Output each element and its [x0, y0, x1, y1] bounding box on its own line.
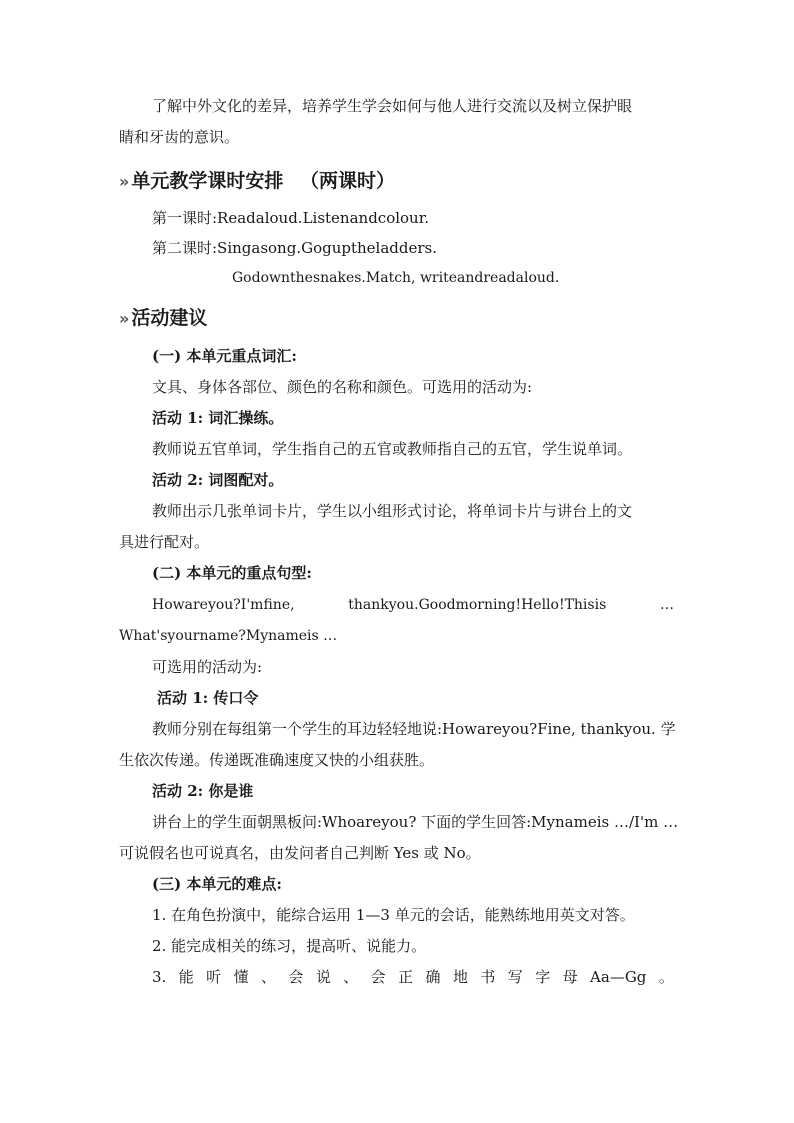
- activities-title: 活动建议: [131, 307, 208, 329]
- sentence-activity-1-text-1: 教师分别在每组第一个学生的耳边轻轻地说:Howareyou?Fine, thankyou. 学: [152, 720, 676, 738]
- difficulty-3-part: 懂: [233, 968, 249, 986]
- difficulty-3-part: 母: [562, 968, 578, 986]
- sentence-line-2: What'syourname?Mynameis …: [119, 628, 338, 644]
- chevron-icon: »: [119, 172, 126, 191]
- vocab-heading: (一) 本单元重点词汇:: [152, 347, 297, 365]
- sentence-options: 可选用的活动为:: [152, 658, 263, 676]
- vocab-activity-1-title: 活动 1: 词汇操练。: [152, 409, 284, 427]
- difficulty-3-part: 。: [658, 968, 674, 986]
- difficulty-3-part: 、: [260, 968, 276, 986]
- vocab-text: 文具、身体各部位、颜色的名称和颜色。可选用的活动为:: [152, 378, 533, 396]
- sentence-heading: (二) 本单元的重点句型:: [152, 564, 312, 582]
- difficulty-3-part: 会: [288, 968, 304, 986]
- schedule-suffix: （两课时）: [299, 170, 395, 192]
- sentence-activity-2-text-2: 可说假名也可说真名，由发问者自己判断 Yes 或 No。: [119, 844, 481, 862]
- difficulty-item-2: 2. 能完成相关的练习，提高听、说能力。: [152, 937, 427, 955]
- sentence-part: Howareyou?I'mfine,: [152, 597, 295, 613]
- vocab-activity-2-text-1: 教师出示几张单词卡片，学生以小组形式讨论，将单词卡片与讲台上的文: [152, 502, 633, 520]
- section-heading-schedule: [119, 166, 395, 193]
- difficulty-3-part: 、: [343, 968, 359, 986]
- sentence-activity-2-title: 活动 2: 你是谁: [152, 782, 254, 800]
- schedule-title: 单元教学课时安排: [131, 170, 284, 192]
- vocab-activity-1-text: 教师说五官单词，学生指自己的五官或教师指自己的五官，学生说单词。: [152, 440, 633, 458]
- intro-line-1: 了解中外文化的差异，培养学生学会如何与他人进行交流以及树立保护眼: [152, 97, 633, 115]
- difficulty-3-part: 正: [398, 968, 414, 986]
- difficulty-item-3: [152, 967, 674, 987]
- vocab-activity-2-text-2: 具进行配对。: [119, 533, 210, 551]
- sentence-activity-1-text-2: 生依次传递。传递既准确速度又快的小组获胜。: [119, 751, 435, 769]
- difficulty-item-1: 1. 在角色扮演中，能综合运用 1—3 单元的会话，能熟练地用英文对答。: [152, 906, 635, 924]
- section-heading-activities: [119, 303, 207, 330]
- difficulty-3-part: 书: [480, 968, 496, 986]
- vocab-activity-2-title: 活动 2: 词图配对。: [152, 471, 284, 489]
- difficulty-3-part: 确: [425, 968, 441, 986]
- sentence-part: …: [659, 597, 674, 613]
- lesson-2-continued: Godownthesnakes.Match, writeandreadaloud.: [232, 270, 560, 286]
- sentence-activity-2-text-1: 讲台上的学生面朝黑板问:Whoareyou? 下面的学生回答:Mynameis …/I'm …: [152, 813, 679, 831]
- difficulty-3-part: 写: [507, 968, 523, 986]
- intro-line-2: 睛和牙齿的意识。: [119, 128, 240, 146]
- sentence-line-1: [152, 595, 674, 615]
- lesson-2: 第二课时:Singasong.Goguptheladders.: [152, 239, 437, 257]
- sentence-activity-1-title: 活动 1: 传口令: [157, 689, 259, 707]
- difficulty-3-part: Aa—Gg: [590, 968, 647, 986]
- difficulty-3-part: 能: [178, 968, 194, 986]
- difficulty-3-part: 听: [206, 968, 222, 986]
- difficulty-3-part: 说: [315, 968, 331, 986]
- difficulty-3-part: 字: [535, 968, 551, 986]
- difficulty-3-part: 3.: [152, 968, 167, 986]
- difficulty-heading: (三) 本单元的难点:: [152, 875, 282, 893]
- difficulty-3-part: 会: [370, 968, 386, 986]
- difficulty-3-part: 地: [452, 968, 468, 986]
- lesson-1: 第一课时:Readaloud.Listenandcolour.: [152, 209, 430, 227]
- sentence-part: thankyou.Goodmorning!Hello!Thisis: [348, 597, 607, 613]
- chevron-icon: »: [119, 309, 126, 328]
